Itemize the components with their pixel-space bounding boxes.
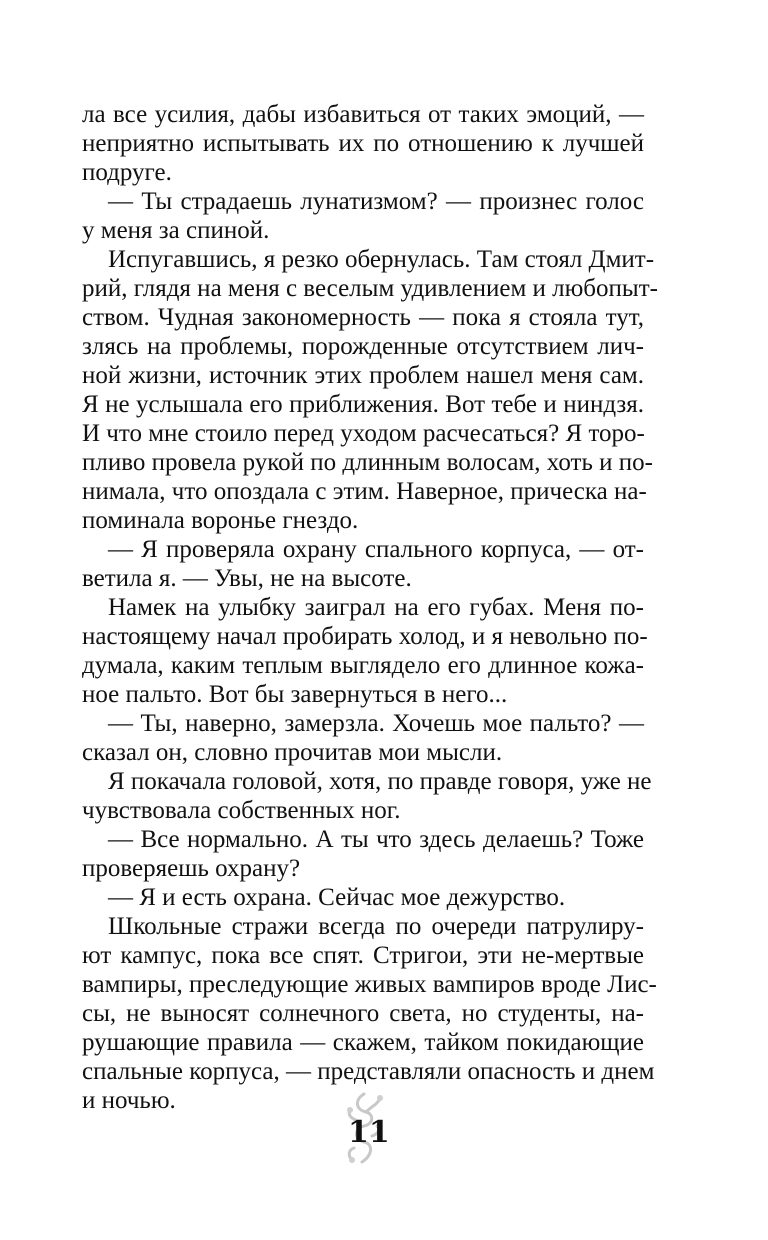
text-line: пливо провела рукой по длинным волосам, хоть и по- [82, 449, 653, 476]
text-line: проверяешь охрану? [82, 855, 301, 882]
page-number: 11 [348, 1115, 390, 1150]
text-line: — Я и есть охрана. Сейчас мое дежурство. [108, 884, 566, 911]
text-line: ством. Чудная закономерность — пока я стояла тут, [82, 304, 644, 331]
text-line: — Я проверяла охрану спального корпуса, — от- [108, 536, 644, 563]
text-line: и ночью. [82, 1087, 176, 1114]
text-line: ветила я. — Увы, не на высоте. [82, 565, 412, 592]
text-line: злясь на проблемы, порожденные отсутствием лич- [82, 333, 644, 360]
text-line: Я покачала головой, хотя, по правде говоря, уже не [108, 768, 652, 795]
text-line: нимала, что опоздала с этим. Наверное, прическа на- [82, 478, 647, 505]
text-line: ной жизни, источник этих проблем нашел меня сам. [82, 362, 644, 389]
text-line: — Все нормально. А ты что здесь делаешь? Тоже [108, 826, 644, 853]
text-line: неприятно испытывать их по отношению к лучшей [82, 130, 644, 157]
text-line: у меня за спиной. [82, 217, 270, 244]
text-line: Намек на улыбку заиграл на его губах. Меня по- [108, 594, 644, 621]
text-line: поминала воронье гнездо. [82, 507, 359, 534]
text-line: спальные корпуса, — представляли опасность и днем [82, 1058, 655, 1085]
text-line: Я не услышала его приближения. Вот тебе и ниндзя. [82, 391, 644, 418]
body-text [82, 100, 658, 1115]
text-line: настоящему начал пробирать холод, и я невольно по- [82, 623, 648, 650]
text-line: рий, глядя на меня с веселым удивлением и любопыт- [82, 275, 658, 302]
text-line: сказал он, словно прочитав мои мысли. [82, 739, 503, 766]
text-line: Школьные стражи всегда по очереди патрулиру- [108, 913, 644, 940]
text-line: Испугавшись, я резко обернулась. Там стоял Дмит- [108, 246, 655, 273]
text-line: — Ты, наверно, замерзла. Хочешь мое пальто? — [108, 710, 644, 737]
text-line: ла все усилия, дабы избавиться от таких эмоций, — [82, 101, 644, 128]
text-line: сы, не выносят солнечного света, но студенты, на- [82, 1000, 644, 1027]
text-line: чувствовала собственных ног. [82, 797, 401, 824]
text-line: думала, каким теплым выглядело его длинное кожа- [82, 652, 644, 679]
text-line: подруге. [82, 159, 172, 186]
text-line: вампиры, преследующие живых вампиров вроде Лис- [82, 971, 657, 998]
text-line: — Ты страдаешь лунатизмом? — произнес голос [108, 188, 644, 215]
text-line: И что мне стоило перед уходом расчесаться? Я торо- [82, 420, 645, 447]
text-line: ют кампус, пока все спят. Стригои, эти не-мертвые [82, 942, 644, 969]
folio [334, 1090, 434, 1180]
text-line: рушающие правила — скажем, тайком покидающие [82, 1029, 644, 1056]
text-line: ное пальто. Вот бы завернуться в него... [82, 681, 508, 708]
